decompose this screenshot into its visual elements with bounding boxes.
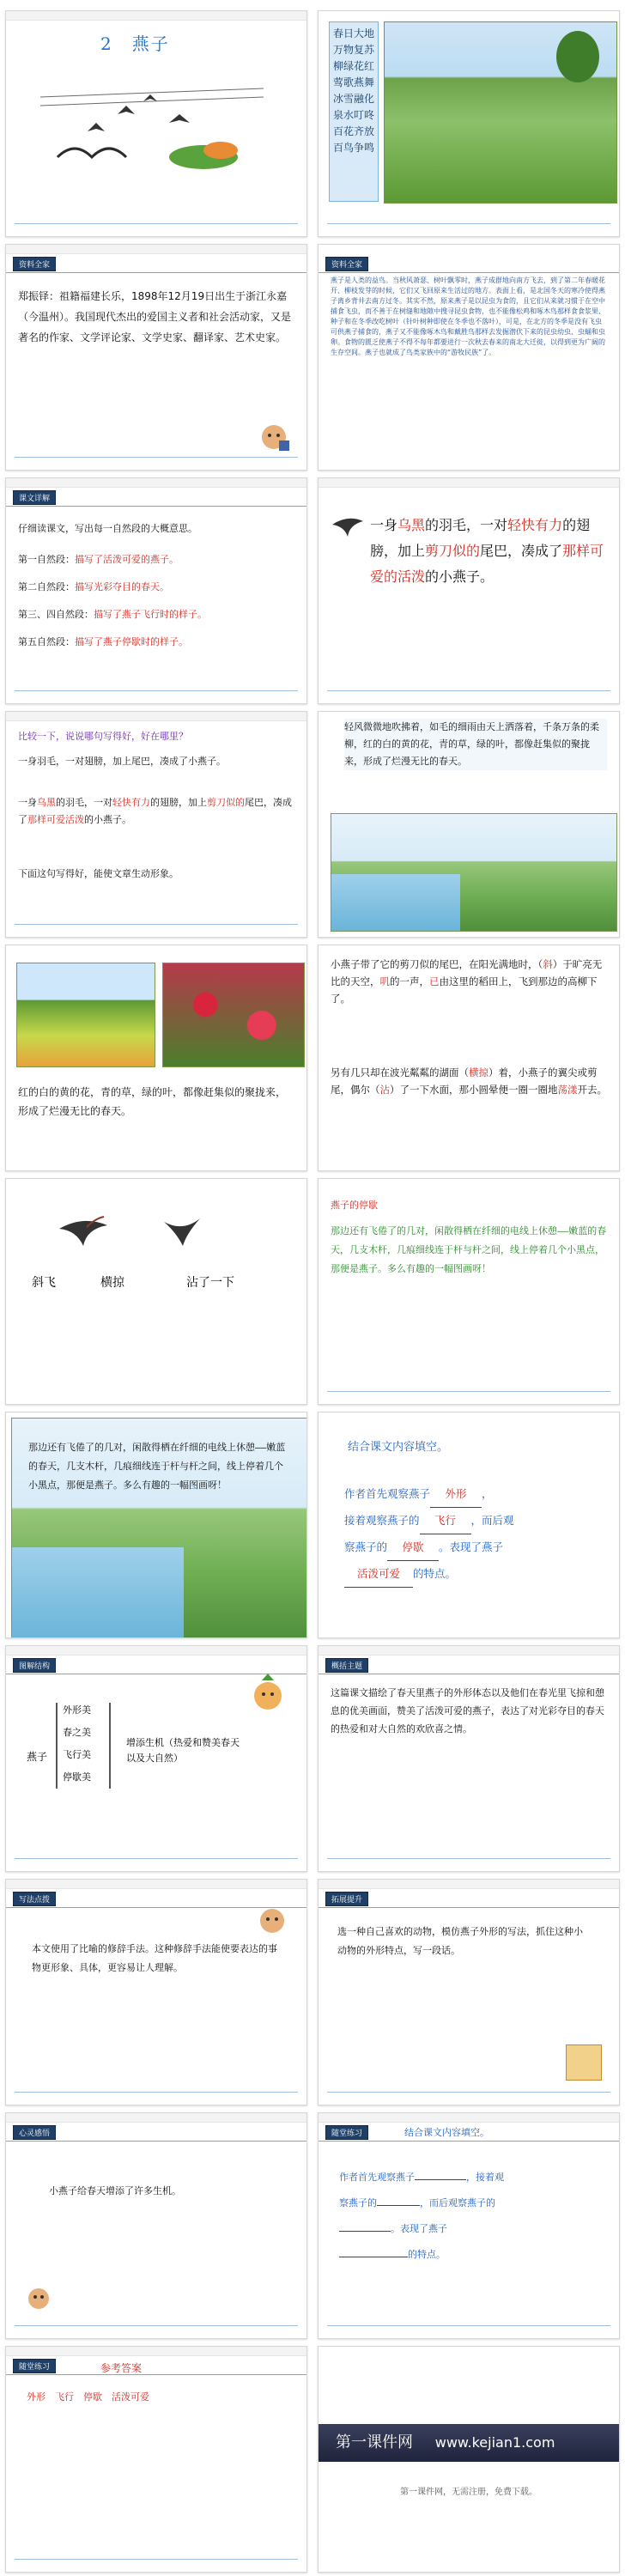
mascot-icon (246, 1672, 289, 1715)
section-tag: 资料全家 (13, 257, 56, 271)
bottom-line (15, 924, 298, 925)
top-bar (6, 2113, 306, 2123)
swallow-description-slide (318, 477, 620, 704)
slide-11[interactable] (0, 1175, 312, 1408)
structure-slide (5, 1645, 307, 1872)
top-bar (6, 245, 306, 254)
section-tag: 随堂练习 (325, 2125, 368, 2140)
plain-sentence: 一身羽毛，一对翅膀，加上尾巴，凑成了小燕子。 (18, 756, 226, 767)
top-bar (6, 1880, 306, 1889)
top-line (6, 2141, 306, 2142)
slide-14[interactable] (312, 1408, 625, 1642)
slide-12[interactable] (312, 1175, 625, 1408)
swallow-info-text: 燕子是人类的益鸟。当秋风萧瑟、树叶飘零时，燕子成群地向南方飞去，到了第二年春暖花开、柳枝发芽的时候，它们又飞回原来生活过的地方。表面上看，是北国冬天的寒冷使得燕子离乡背井去南方过冬。其实不然，原来燕子是以昆虫为食的，且它们从来就习惯于在空中捕食飞虫，而不善于在树缝和地隙中搜寻昆虫食物，也不能像松鸡和啄木鸟那样食食浆果、种子和在冬季改吃树叶（针叶树种即使在冬季也不落叶），可是，在北方的冬季是没有飞虫可供燕子捕食的，燕子又不能像啄木鸟和戴胜鸟那样去发掘潜伏下来的昆虫幼虫、虫蛹和虫卵。食物的匮乏使燕子不得不每年都要进行一次秋去春来的南北大迁徙，以得到更为广阔的生存空间。燕子也就成了鸟类家族中的“游牧民族”了。 (331, 276, 605, 356)
writing-tip-text: 本文使用了比喻的修辞手法。这种修辞手法能使要表达的事物更形象、具体，更容易让人理解。 (32, 1943, 277, 1973)
top-bar (319, 1646, 619, 1656)
word-zhanle: 沾了一下 (186, 1276, 234, 1290)
word-henglue: 横掠 (100, 1276, 124, 1290)
slide-6[interactable] (312, 474, 625, 708)
mascot-icon (566, 2044, 602, 2081)
summary-row: 第二自然段：描写光彩夺目的春天。 (18, 581, 169, 592)
slide-8[interactable] (312, 708, 625, 941)
lake-scene (331, 813, 617, 932)
swallows-on-wire-icon (40, 71, 264, 174)
slide-1[interactable] (0, 7, 312, 240)
extension-text: 选一种自己喜欢的动物，模仿燕子外形的写法，抓住这种小动物的外形特点，写一段话。 (337, 1926, 583, 1956)
theme-text: 这篇课文描绘了春天里燕子的外形体态以及他们在春光里飞掠和憩息的优美画面，赞美了活泼可爱的燕子，表达了对光彩夺目的春天的热爱和对大自然的欢欣喜之情。 (331, 1687, 604, 1735)
bottom-line (15, 2559, 298, 2560)
answer-text: 外形 飞行 停歇 活泼可爱 (27, 2391, 149, 2403)
bottom-line (15, 223, 298, 224)
practice-body: 作者首先观察燕子 ，接着观 察燕子的 ，而后观察燕子的 。表现了燕子 的特点。 (339, 2172, 504, 2260)
practice-slide (318, 2112, 620, 2339)
word-xiefei: 斜飞 (32, 1276, 56, 1290)
answer-title: 参考答案 (100, 2362, 143, 2374)
slide-18[interactable] (312, 1875, 625, 2109)
flowers-slide (5, 945, 307, 1171)
swallow-info-slide (318, 244, 620, 471)
poem-line: 万物复苏 (332, 44, 374, 56)
top-bar (6, 2347, 306, 2356)
poem-line: 柳绿花红 (332, 60, 374, 72)
poem-line: 莺歌燕舞 (332, 76, 374, 88)
extension-slide (318, 1879, 620, 2105)
spring-field-photo (384, 21, 617, 204)
swallow-icon (58, 1213, 109, 1248)
poem-slide (318, 10, 620, 237)
slide-4[interactable] (312, 240, 625, 474)
section-tag: 概括主题 (325, 1658, 368, 1673)
flight-paragraph-1: 小燕子带了它的剪刀似的尾巴，在阳光满地时，（斜）于旷亮无比的天空，叽的一声，已由这里的稻田上，飞到那边的高柳下了。 (331, 958, 603, 1005)
wire-illustration (40, 71, 264, 174)
bottom-line (327, 1391, 610, 1392)
mascot-icon (23, 2281, 54, 2312)
bottom-line (327, 2092, 610, 2093)
bottom-line (327, 2325, 610, 2326)
slide-16[interactable] (312, 1642, 625, 1875)
bottom-line (327, 223, 610, 224)
fill-head: 结合课文内容填空。 (348, 1441, 449, 1454)
author-slide (5, 244, 307, 471)
poem-line: 春日大地 (332, 27, 374, 39)
flowers-text: 红的白的黄的花，青的草，绿的叶，都像赶集似的聚拢来，形成了烂漫无比的春天。 (18, 1086, 287, 1117)
compare-note: 下面这句写得好，能使文章生动形象。 (18, 868, 179, 879)
brand-bar (319, 2424, 619, 2462)
brand-url[interactable]: www.kejian1.com (434, 2434, 555, 2451)
flight-slide (318, 945, 620, 1171)
slide-19[interactable] (0, 2109, 312, 2342)
answer-slide (5, 2346, 307, 2573)
resting-text: 那边还有飞倦了的几对，闲散得栖在纤细的电线上休憩——嫩蓝的春天，几支木杆，几痕细线连于杆与杆之间，线上停着几个小黑点，那便是燕子。多么有趣的一幅图画呀！ (331, 1225, 607, 1274)
brand-name: 第一课件网 (336, 2433, 413, 2451)
slide-17[interactable] (0, 1875, 312, 2109)
wire-scene-slide (5, 1412, 307, 1638)
poem-box (329, 21, 379, 202)
lake-water (331, 874, 460, 931)
section-tag: 随堂练习 (13, 2359, 56, 2373)
fill-answer-slide (318, 1412, 620, 1638)
reflection-slide (5, 2112, 307, 2339)
wire-text: 那边还有飞倦了的几对，闲散得栖在纤细的电线上休憩——嫩蓝的春天，几支木杆，几痕细线连于杆与杆之间，线上停着几个小黑点，那便是燕子。多么有趣的一幅图画呀！ (28, 1442, 286, 1491)
writing-tip-slide (5, 1879, 307, 2105)
reflection-text: 小燕子给春天增添了许多生机。 (49, 2185, 181, 2196)
poem-line: 百花齐放 (332, 125, 374, 137)
swallow-icon (331, 513, 365, 538)
section-tag: 心灵感悟 (13, 2125, 56, 2140)
bottom-line (15, 690, 298, 691)
author-text: 郑振铎：祖籍福建长乐，1898年12月19日出生于浙江永嘉（今温州）。我国现代杰出的爱国主义者和社会活动家，又是著名的作家、文学评论家、文学史家、翻译家、艺术史家。 (18, 290, 292, 343)
flight-paragraph-2: 另有几只却在波光粼粼的湖面（横掠）着，小燕子的翼尖或剪尾，偶尔（沾）了一下水面，那小圆晕便一圈一圈地荡漾开去。 (331, 1066, 607, 1096)
top-line (6, 2374, 306, 2375)
bottom-line (15, 1858, 298, 1859)
poem-line: 冰雪融化 (332, 93, 374, 105)
practice-head: 结合课文内容填空。 (404, 2127, 489, 2138)
slide-2[interactable] (312, 7, 625, 240)
bottom-line (15, 2325, 298, 2326)
top-bar (6, 478, 306, 488)
slide-20[interactable] (312, 2109, 625, 2342)
paragraph-summary-slide (5, 477, 307, 704)
structure-result: 增添生机（热爱和赞美春天以及大自然） (126, 1737, 240, 1764)
section-tag: 资料全家 (325, 257, 368, 271)
summary-row: 第五自然段：描写了燕子停歇时的样子。 (18, 636, 188, 647)
top-line (319, 272, 619, 273)
theme-slide (318, 1645, 620, 1872)
slide-21[interactable] (0, 2342, 312, 2576)
resting-title: 燕子的停歇 (331, 1200, 378, 1211)
compare-question: 比较一下，说说哪句写得好，好在哪里？ (18, 731, 188, 742)
poem-line: 百鸟争鸣 (332, 142, 374, 154)
top-line (6, 272, 306, 273)
brace (109, 1703, 119, 1789)
spring-text-slide (318, 711, 620, 938)
swallow-icon (161, 1213, 203, 1248)
title-slide (5, 10, 307, 237)
slide-5[interactable] (0, 474, 312, 708)
compare-slide (5, 711, 307, 938)
spring-text: 轻风微微地吹拂着，如毛的细雨由天上洒落着，千条万条的柔柳，红的白的黄的花，青的草，绿的叶，都像赶集似的聚拢来，形成了烂漫无比的春天。 (344, 719, 607, 770)
flight-words-slide (5, 1178, 307, 1405)
top-bar (6, 712, 306, 721)
mascot-icon (255, 1902, 289, 1936)
structure-root: 燕子 (27, 1751, 48, 1763)
section-tag: 图解结构 (13, 1658, 56, 1673)
vivid-sentence: 一身乌黑的羽毛，一对轻快有力的翅膀，加上剪刀似的尾巴，凑成了那样可爱活泼的小燕子。 (18, 797, 292, 825)
top-bar (319, 478, 619, 488)
mascot-icon (257, 418, 291, 453)
resting-slide (318, 1178, 620, 1405)
top-bar (319, 2113, 619, 2123)
section-tag: 课文详解 (13, 490, 56, 505)
slide-10[interactable] (312, 941, 625, 1175)
lesson-title: 2 燕子 (100, 33, 170, 54)
structure-branches: 外形美 春之美 飞行美 停歇美 (63, 1704, 91, 1783)
slide-15[interactable] (0, 1642, 312, 1875)
summary-row: 第三、四自然段：描写了燕子飞行时的样子。 (18, 609, 207, 620)
section-tag: 写法点拨 (13, 1892, 56, 1906)
slide-13[interactable] (0, 1408, 312, 1642)
poem-line: 泉水叮咚 (332, 109, 374, 121)
slide-3[interactable] (0, 240, 312, 474)
bottom-line (15, 457, 298, 458)
bottom-line (327, 1858, 610, 1859)
top-bar (319, 1880, 619, 1889)
summary-intro: 仔细读课文，写出每一自然段的大概意思。 (18, 523, 197, 534)
field-photo (16, 963, 155, 1067)
bottom-line (15, 2092, 298, 2093)
top-line (319, 1907, 619, 1908)
lake-water (12, 1547, 184, 1638)
top-bar (6, 1646, 306, 1656)
slide-22[interactable] (312, 2342, 625, 2576)
description-text: 一身乌黑的羽毛，一对轻快有力的翅膀，加上剪刀似的尾巴，凑成了那样可爱的活泼的小燕子。 (370, 517, 604, 585)
slide-7[interactable] (0, 708, 312, 941)
section-tag: 拓展提升 (325, 1892, 368, 1906)
flower-photo (162, 963, 305, 1067)
tree-icon (556, 31, 599, 82)
top-line (6, 506, 306, 507)
footer-note: 第一课件网，无需注册，免费下载。 (400, 2488, 537, 2497)
bottom-line (327, 690, 610, 691)
end-slide (318, 2346, 620, 2573)
fill-body: 作者首先观察燕子 外形 ， 接着观察燕子的 飞行 ，而后观 察燕子的 停歇 。表现了燕子 活泼可爱 的特点。 (344, 1481, 607, 1588)
top-bar (6, 11, 306, 21)
slide-9[interactable] (0, 941, 312, 1175)
summary-row: 第一自然段：描写了活泼可爱的燕子。 (18, 554, 179, 565)
